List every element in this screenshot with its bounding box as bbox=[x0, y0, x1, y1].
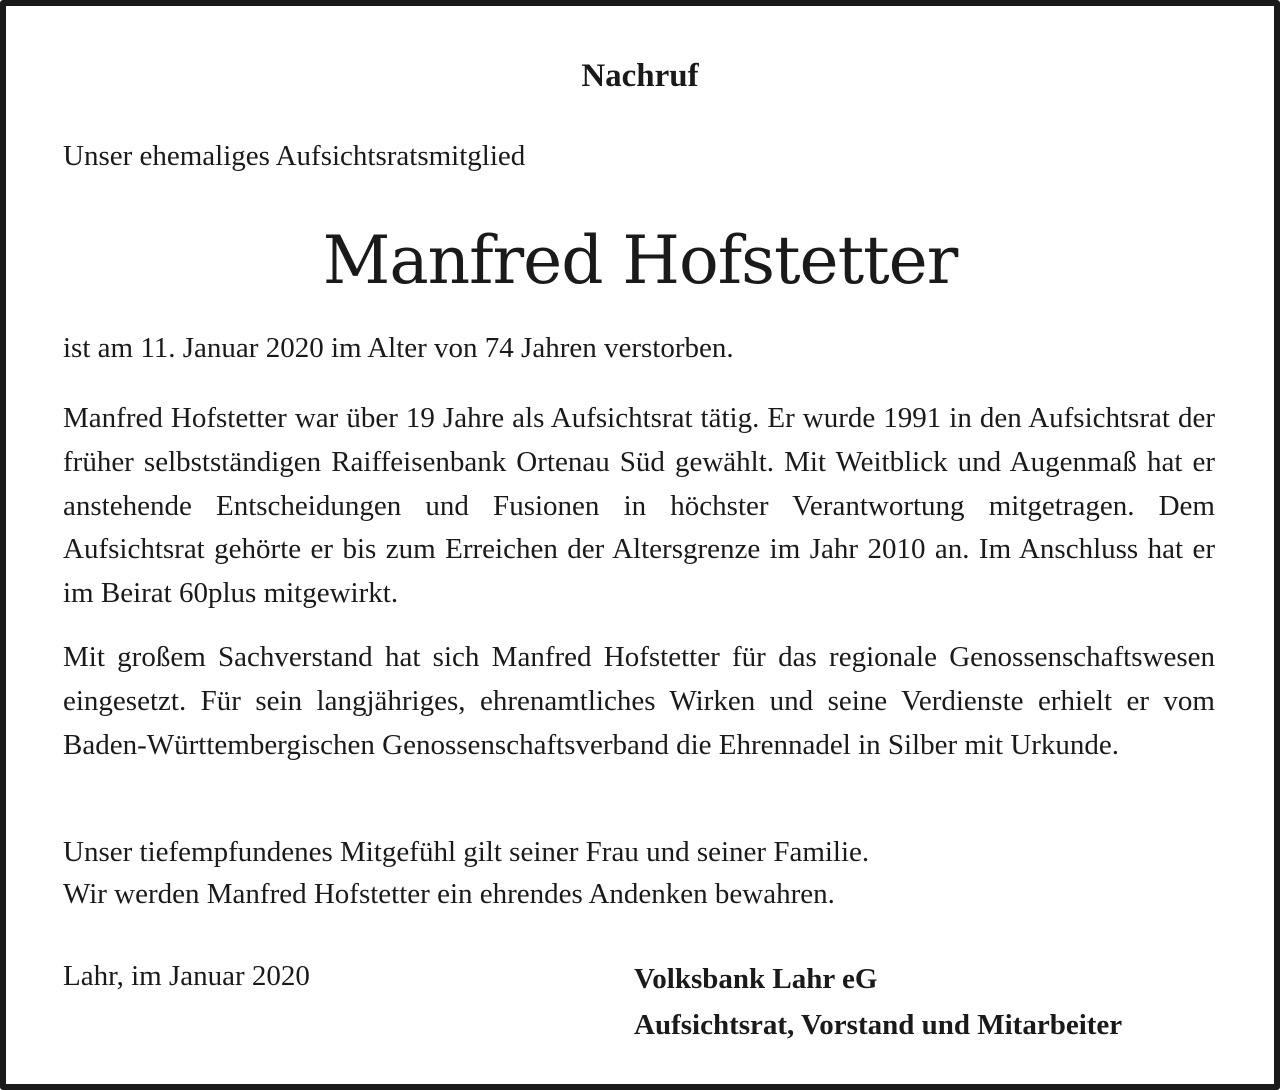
tenure-paragraph: Manfred Hofstetter war über 19 Jahre als Aufsichtsrat tätig. Er wurde 1991 in den Aufsichtsrat der früher selbstständigen Raiffeisenbank Ortenau Süd gewählt. Mit Weitblick und Augenmaß hat er anstehende Entscheidungen und Fusionen in höchster Verantwortung mitgetragen. Dem Aufsichtsrat gehörte er bis zum Erreichen der Altersgrenze im Jahr 2010 an. Im Anschluss hat er im Beirat 60plus mitgewirkt. bbox=[63, 402, 1215, 610]
remembrance-line: Wir werden Manfred Hofstetter ein ehrendes Andenken bewahren. bbox=[63, 878, 835, 910]
merits-paragraph: Mit großem Sachverstand hat sich Manfred Hofstetter für das regionale Genossenschaftswesen eingesetzt. Für sein langjähriges, ehrenamtliches Wirken und seine Verdienste erhielt er vom Baden-Württembergischen Genossenschaftsverband die Ehrennadel in Silber mit Urkunde. bbox=[63, 641, 1215, 761]
condolence-line: Unser tiefempfundenes Mitgefühl gilt seiner Frau und seiner Familie. bbox=[63, 836, 870, 868]
death-date-text: ist am 11. Januar 2020 im Alter von 74 Jahren verstorben. bbox=[63, 332, 734, 364]
intro-text: Unser ehemaliges Aufsichtsratsmitglied bbox=[63, 140, 526, 172]
place-and-date: Lahr, im Januar 2020 bbox=[63, 960, 310, 992]
organization-name: Volksbank Lahr eG bbox=[634, 963, 878, 995]
signature-block bbox=[634, 956, 1122, 1048]
condolence-paragraph bbox=[63, 831, 1215, 915]
deceased-name: Manfred Hofstetter bbox=[322, 222, 958, 299]
notice-heading: Nachruf bbox=[581, 58, 699, 94]
organization-subtitle: Aufsichtsrat, Vorstand und Mitarbeiter bbox=[634, 1009, 1123, 1041]
